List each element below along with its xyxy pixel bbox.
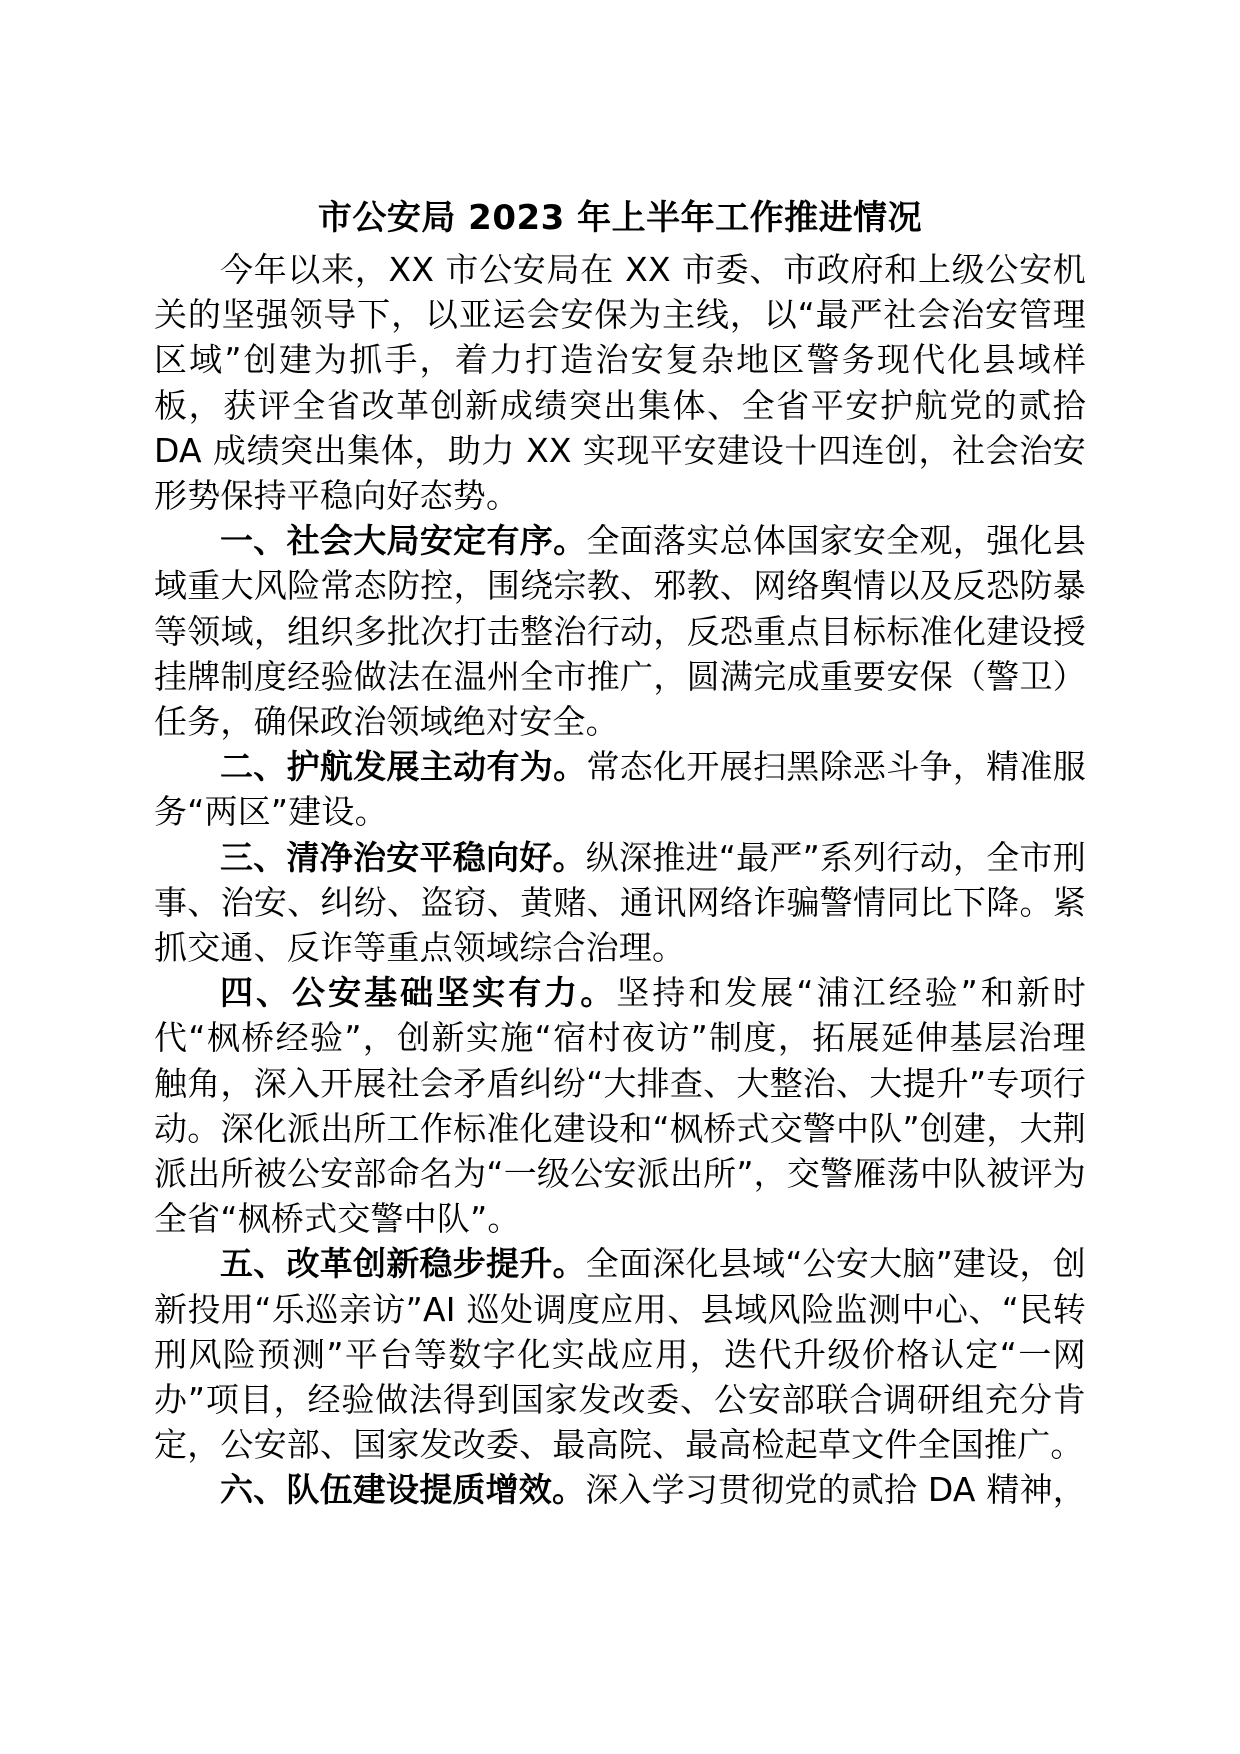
section-heading-4: 四、公安基础坚实有力。 bbox=[220, 973, 617, 1013]
section-heading-2: 二、护航发展主动有为。 bbox=[220, 747, 587, 787]
section-text-3: 纵深推进“最严”系列行动，全市刑事、治安、纠纷、盗窃、黄赌、通讯网络诈骗警情同比下降。紧抓交通、反诈等重点领域综合治理。 bbox=[154, 837, 1086, 968]
intro-paragraph: 今年以来，XX 市公安局在 XX 市委、市政府和上级公安机关的坚强领导下，以亚运会安保为主线，以“最严社会治安管理区域”创建为抓手，着力打造治安复杂地区警务现代化县域样板，获评全省改革创新成绩突出集体、全省平安护航党的贰拾 DA 成绩突出集体，助力 XX 实现平安建设十四连创，社会治安形势保持平稳向好态势。 bbox=[154, 250, 1086, 516]
section-paragraph-3 bbox=[154, 835, 1086, 971]
section-heading-5: 五、改革创新稳步提升。 bbox=[220, 1244, 586, 1284]
section-paragraph-4 bbox=[154, 970, 1086, 1241]
section-text-6: 深入学习贯彻党的贰拾 DA 精神， bbox=[585, 1470, 1086, 1510]
section-paragraph-2 bbox=[154, 744, 1086, 834]
section-paragraph-5 bbox=[154, 1241, 1086, 1467]
section-text-5: 全面深化县域“公安大脑”建设，创新投用“乐巡亲访”AI 巡处调度应用、县域风险监测中心、“民转刑风险预测”平台等数字化实战应用，迭代升级价格认定“一网办”项目，经验做法得到国家发改委、公安部联合调研组充分肯定，公安部、国家发改委、最高院、最高检起草文件全国推广。 bbox=[154, 1244, 1086, 1465]
section-text-1: 全面落实总体国家安全观，强化县域重大风险常态防控，围绕宗教、邪教、网络舆情以及反恐防暴等领域，组织多批次打击整治行动，反恐重点目标标准化建设授挂牌制度经验做法在温州全市推广，圆满完成重要安保（警卫）任务，确保政治领域绝对安全。 bbox=[154, 521, 1087, 742]
section-heading-3: 三、清净治安平稳向好。 bbox=[220, 837, 586, 877]
document-title: 市公安局 2023 年上半年工作推进情况 bbox=[317, 198, 923, 238]
section-paragraph-1 bbox=[154, 518, 1086, 744]
section-text-4: 坚持和发展“浦江经验”和新时代“枫桥经验”，创新实施“宿村夜访”制度，拓展延伸基层治理触角，深入开展社会矛盾纠纷“大排查、大整治、大提升”专项行动。深化派出所工作标准化建设和“枫桥式交警中队”创建，大荆派出所被公安部命名为“一级公安派出所”，交警雁荡中队被评为全省“枫桥式交警中队”。 bbox=[154, 973, 1086, 1239]
section-heading-1: 一、社会大局安定有序。 bbox=[220, 521, 587, 561]
section-heading-6: 六、队伍建设提质增效。 bbox=[220, 1470, 586, 1510]
section-text-2: 常态化开展扫黑除恶斗争，精准服务“两区”建设。 bbox=[154, 747, 1087, 832]
section-paragraph-6 bbox=[154, 1467, 1086, 1512]
document-body bbox=[154, 247, 1086, 1513]
